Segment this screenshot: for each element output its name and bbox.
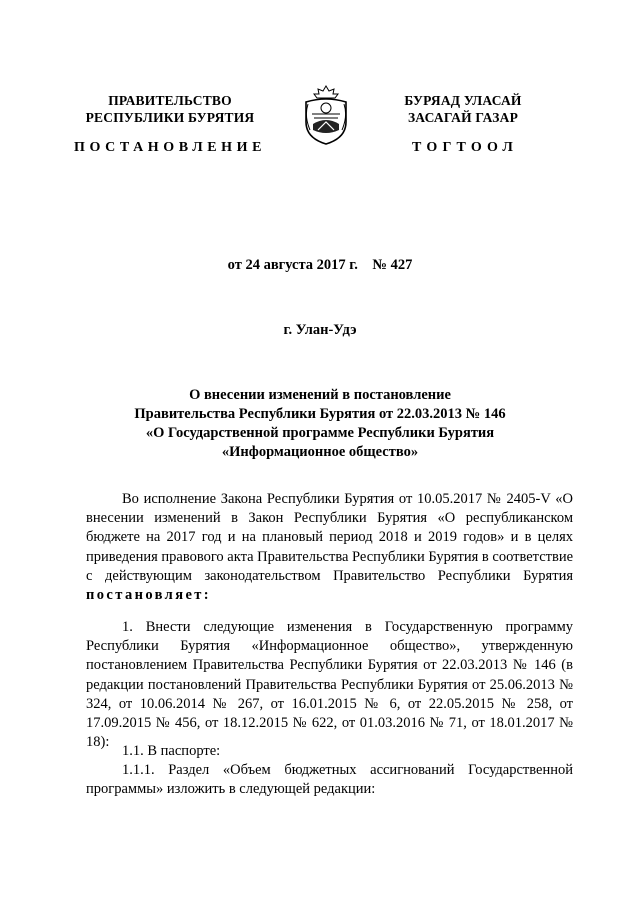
- issuer-name-buryat: [358, 92, 568, 126]
- buryatia-coat-of-arms-icon: [300, 84, 352, 146]
- title-line: Правительства Республики Бурятия от 22.03.2013 № 146: [134, 406, 506, 422]
- issuer-line-1: ПРАВИТЕЛЬСТВО: [108, 93, 232, 108]
- document-title: [60, 386, 580, 462]
- issuer-line-2-buryat: ЗАСАГАЙ ГАЗАР: [407, 110, 519, 125]
- title-line: «О Государственной программе Республики Бурятия: [145, 425, 495, 441]
- title-line: О внесении изменений в постановление: [189, 387, 451, 403]
- paragraph-item-1-1-1: [86, 761, 573, 799]
- issuer-line-1-buryat: БУРЯАД УЛАСАЙ: [404, 93, 522, 108]
- paragraph-item-1: [86, 618, 573, 752]
- paragraph-preamble: [86, 490, 573, 605]
- title-line: «Информационное общество»: [221, 444, 419, 460]
- item-1-1-1-text: 1.1.1. Раздел «Объем бюджетных ассигнований Государственной программы» изложить в следующей редакции:: [86, 762, 573, 798]
- item-1-1-text: 1.1. В паспорте:: [122, 743, 221, 759]
- preamble-text: Во исполнение Закона Республики Бурятия от 10.05.2017 № 2405-V «О внесении изменений в Закон Республики Бурятия «О республиканском бюджете на 2017 год и на плановый период 2018 и 2019 годов» и в целях приведения правового акта Правительства Республики Бурятия в соответствие с действующим законодательством Правительство Республики Бурятия: [86, 491, 574, 584]
- issuer-line-2: РЕСПУБЛИКИ БУРЯТИЯ: [85, 110, 255, 125]
- paragraph-item-1-1: [86, 742, 573, 761]
- date-number-line: [0, 257, 640, 274]
- item-1-text: 1. Внести следующие изменения в Государственную программу Республики Бурятия «Информационное общество», утвержденную постановлением Правительства Республики Бурятия от 22.03.2013 № 146 (в редакции постановлений Правительства Республики Бурятия от 25.06.2013 № 324, от 10.06.2014 № 267, от 16.01.2015 № 6, от 22.05.2015 № 258, от 17.09.2015 № 456, от 18.12.2015 № 622, от 01.03.2016 № 71, от 18.01.2017 № 18):: [86, 619, 573, 751]
- city: г. Улан-Удэ: [283, 322, 357, 338]
- doc-type-russian: ПОСТАНОВЛЕНИЕ: [74, 140, 267, 155]
- document-number: № 427: [372, 257, 413, 273]
- issuer-name-russian: [60, 92, 280, 126]
- resolution-keyword: постановляет:: [86, 587, 212, 604]
- doc-type-buryat: ТОГТООЛ: [412, 140, 519, 155]
- document-date: от 24 августа 2017 г.: [227, 257, 358, 273]
